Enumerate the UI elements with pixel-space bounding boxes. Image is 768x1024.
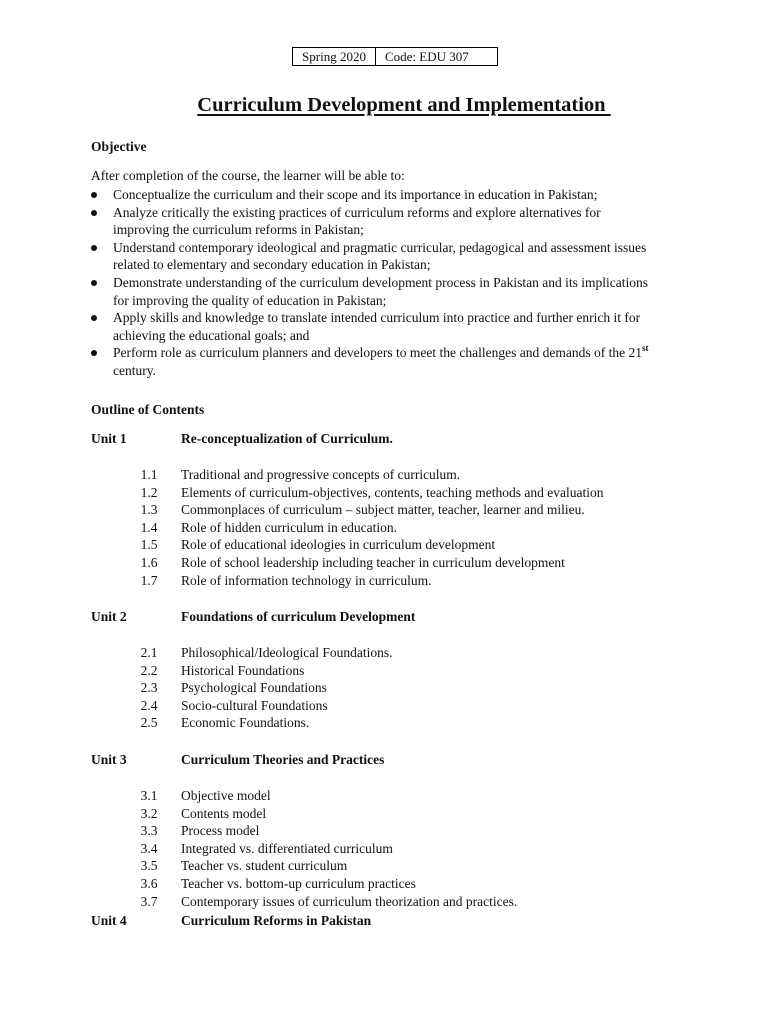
topic-number: 1.3 bbox=[140, 502, 158, 518]
objective-item bbox=[91, 344, 731, 379]
unit-title: Foundations of curriculum Development bbox=[181, 609, 416, 624]
topic-text: Integrated vs. differentiated curriculum bbox=[181, 840, 393, 856]
bullet-icon bbox=[91, 350, 97, 356]
outline-heading: Outline of Contents bbox=[91, 402, 205, 417]
topic-item bbox=[0, 572, 700, 590]
term-cell: Spring 2020 bbox=[293, 48, 376, 66]
unit-title: Re-conceptualization of Curriculum. bbox=[181, 431, 393, 446]
topic-number: 2.3 bbox=[140, 680, 158, 696]
topic-item bbox=[0, 484, 700, 502]
topic-text: Historical Foundations bbox=[181, 662, 305, 678]
topic-text: Contents model bbox=[181, 805, 267, 821]
unit-3-topics bbox=[0, 787, 700, 910]
topic-number: 1.6 bbox=[140, 554, 158, 570]
topic-item bbox=[0, 501, 700, 519]
topic-text: Teacher vs. bottom-up curriculum practices bbox=[181, 875, 416, 891]
topic-text: Elements of curriculum-objectives, contents, teaching methods and evaluation bbox=[181, 484, 604, 500]
topic-text: Process model bbox=[181, 823, 260, 839]
objective-text: Perform role as curriculum planners and developers to meet the challenges and demands of the 21 bbox=[113, 345, 642, 361]
objective-text: Demonstrate understanding of the curriculum development process in Pakistan and its implications bbox=[113, 274, 649, 290]
topic-number: 3.5 bbox=[140, 858, 158, 874]
bullet-icon bbox=[91, 192, 97, 198]
topic-text: Role of information technology in curriculum. bbox=[181, 572, 432, 588]
topic-number: 3.7 bbox=[140, 893, 158, 909]
objective-intro: After completion of the course, the learner will be able to: bbox=[91, 168, 405, 183]
bullet-icon bbox=[91, 245, 97, 251]
topic-item bbox=[0, 787, 700, 805]
unit-label: Unit 2 bbox=[91, 609, 127, 624]
topic-text: Psychological Foundations bbox=[181, 680, 327, 696]
topic-item bbox=[0, 466, 700, 484]
objective-text: Understand contemporary ideological and pragmatic curricular, pedagogical and assessment issues bbox=[113, 239, 647, 255]
unit-label: Unit 1 bbox=[91, 431, 127, 446]
objective-item bbox=[91, 186, 731, 204]
topic-text: Objective model bbox=[181, 788, 271, 803]
topic-number: 3.2 bbox=[140, 805, 158, 821]
topic-item bbox=[0, 840, 700, 858]
objective-text-cont: improving the curriculum reforms in Pakistan; bbox=[113, 222, 364, 238]
topic-number: 3.3 bbox=[140, 823, 158, 839]
topic-item bbox=[0, 536, 700, 554]
objective-text: Conceptualize the curriculum and their scope and its importance in education in Pakistan; bbox=[113, 187, 598, 202]
superscript: st bbox=[641, 343, 649, 354]
topic-text: Philosophical/Ideological Foundations. bbox=[181, 645, 393, 660]
topic-item bbox=[0, 679, 700, 697]
bullet-icon bbox=[91, 280, 97, 286]
document-title: Curriculum Development and Implementation bbox=[197, 94, 611, 116]
topic-item bbox=[0, 822, 700, 840]
topic-item bbox=[0, 805, 700, 823]
topic-number: 1.1 bbox=[140, 467, 158, 482]
objective-text: Analyze critically the existing practices of curriculum reforms and explore alternatives for bbox=[113, 204, 601, 220]
topic-number: 3.4 bbox=[140, 840, 158, 856]
topic-item bbox=[0, 554, 700, 572]
topic-number: 2.1 bbox=[140, 645, 158, 660]
topic-text: Role of educational ideologies in curriculum development bbox=[181, 537, 496, 553]
topic-text: Traditional and progressive concepts of curriculum. bbox=[181, 467, 461, 482]
topic-text: Teacher vs. student curriculum bbox=[181, 858, 348, 874]
topic-item bbox=[0, 857, 700, 875]
topic-item bbox=[0, 662, 700, 680]
course-header-table bbox=[292, 47, 498, 66]
objective-text: Apply skills and knowledge to translate intended curriculum into practice and further enrich it for bbox=[113, 310, 641, 326]
bullet-icon bbox=[91, 210, 97, 216]
objective-text-cont: related to elementary and secondary education in Pakistan; bbox=[113, 257, 431, 273]
topic-text: Commonplaces of curriculum – subject matter, teacher, learner and milieu. bbox=[181, 502, 585, 518]
unit-label: Unit 4 bbox=[91, 913, 127, 928]
topic-text: Contemporary issues of curriculum theorization and practices. bbox=[181, 893, 518, 909]
topic-text: Role of hidden curriculum in education. bbox=[181, 519, 397, 535]
topic-number: 2.2 bbox=[140, 662, 158, 678]
topic-item bbox=[0, 893, 700, 911]
unit-1-topics bbox=[0, 466, 700, 589]
topic-item bbox=[0, 697, 700, 715]
topic-number: 1.5 bbox=[140, 537, 158, 553]
objective-item bbox=[91, 274, 731, 309]
topic-number: 2.4 bbox=[140, 697, 158, 713]
topic-item bbox=[0, 875, 700, 893]
topic-number: 2.5 bbox=[140, 715, 158, 731]
objective-item bbox=[91, 239, 731, 274]
objective-text-cont: achieving the educational goals; and bbox=[113, 327, 310, 343]
bullet-icon bbox=[91, 315, 97, 321]
unit-title: Curriculum Reforms in Pakistan bbox=[181, 913, 372, 928]
topic-text: Role of school leadership including teacher in curriculum development bbox=[181, 554, 565, 570]
objective-list bbox=[91, 186, 731, 380]
topic-item bbox=[0, 714, 700, 732]
topic-number: 3.6 bbox=[140, 875, 158, 891]
objective-item bbox=[91, 204, 731, 239]
unit-title: Curriculum Theories and Practices bbox=[181, 752, 385, 767]
objective-item bbox=[91, 309, 731, 344]
topic-number: 1.4 bbox=[140, 519, 158, 535]
topic-item bbox=[0, 519, 700, 537]
unit-2-topics bbox=[0, 644, 700, 732]
topic-number: 3.1 bbox=[140, 788, 158, 803]
topic-number: 1.7 bbox=[140, 572, 158, 588]
topic-text: Socio-cultural Foundations bbox=[181, 697, 328, 713]
topic-text: Economic Foundations. bbox=[181, 715, 310, 731]
objective-text-cont: century. bbox=[113, 362, 156, 378]
objective-text-cont: for improving the quality of education in Pakistan; bbox=[113, 292, 387, 308]
objective-heading: Objective bbox=[91, 139, 147, 154]
topic-number: 1.2 bbox=[140, 484, 158, 500]
topic-item bbox=[0, 644, 700, 662]
unit-label: Unit 3 bbox=[91, 752, 127, 767]
course-code-cell: Code: EDU 307 bbox=[376, 48, 498, 66]
